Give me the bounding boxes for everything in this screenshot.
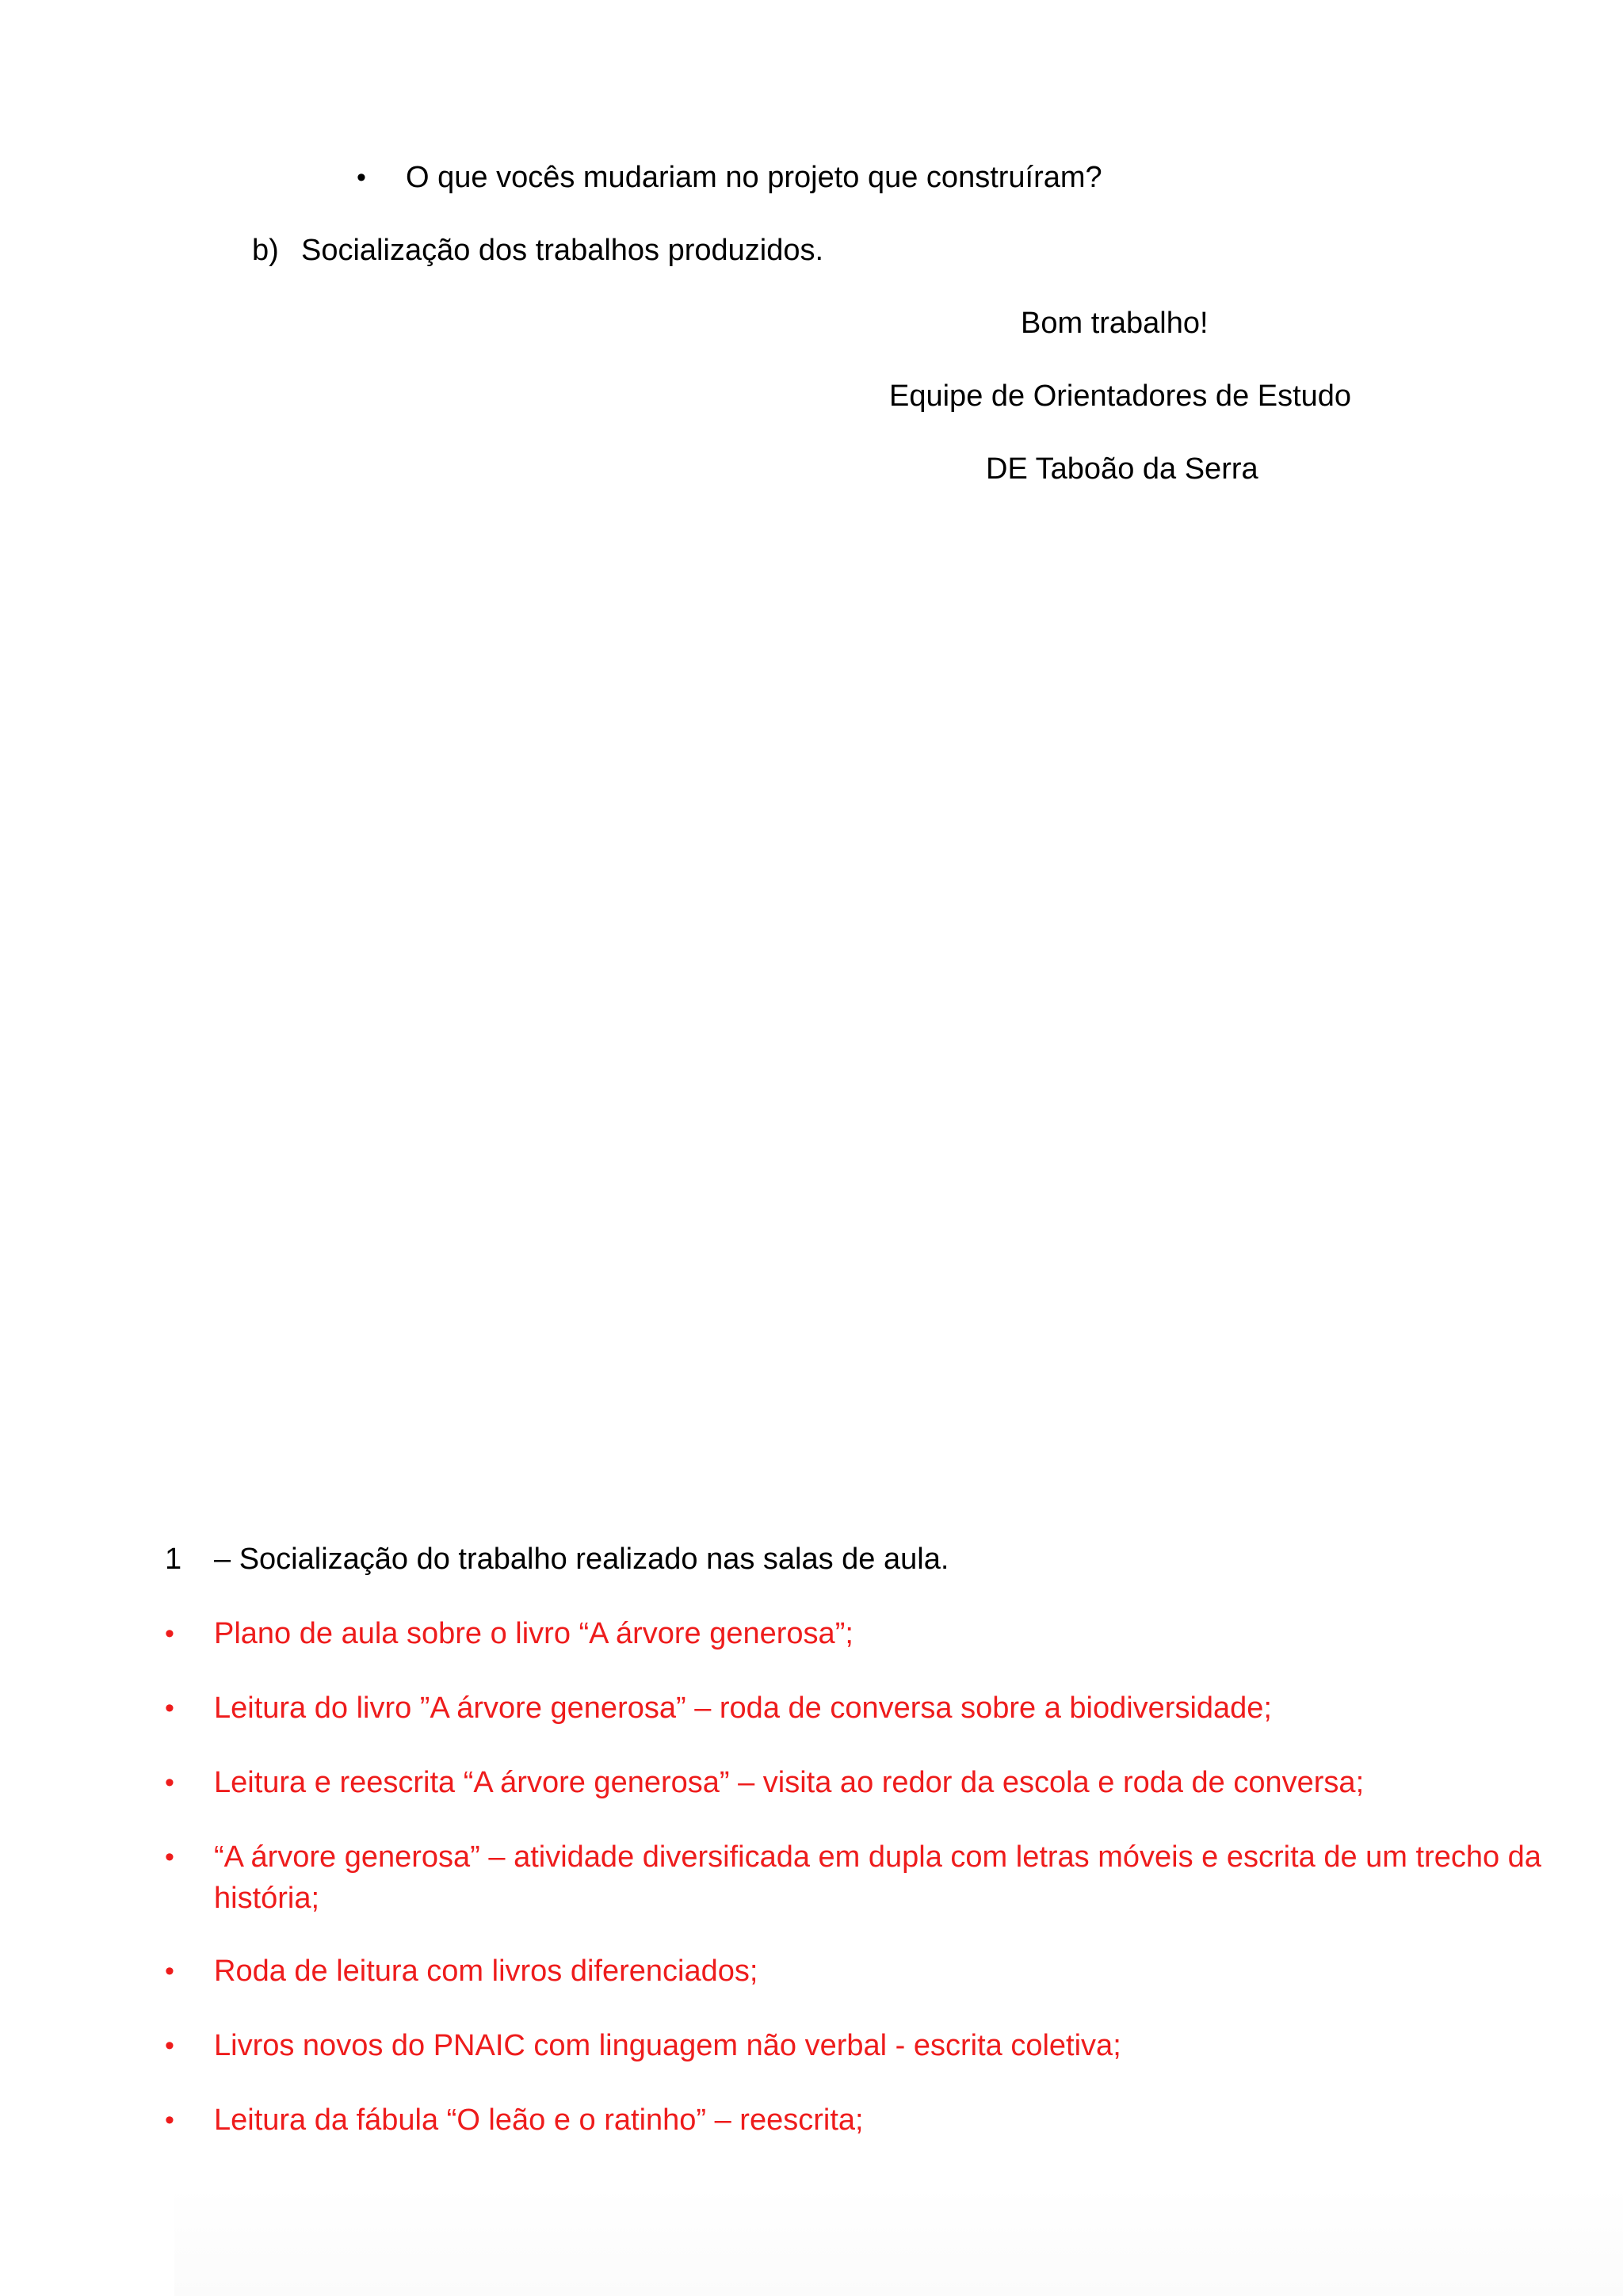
bullet-marker: • [165,1956,174,1986]
bullet-marker: • [165,1619,174,1649]
bullet-marker: • [165,1768,174,1798]
list-item: “A árvore generosa” – atividade diversificada em dupla com letras móveis e escrita de um trecho da história; [214,1840,1541,1915]
item-b-text: Socialização dos trabalhos produzidos. [301,234,824,267]
list-item: Leitura e reescrita “A árvore generosa” – visita ao redor da escola e roda de conversa; [214,1766,1365,1799]
list-marker-b: b) [252,234,279,267]
list-item: Leitura da fábula “O leão e o ratinho” – reescrita; [214,2103,864,2137]
bullet-marker: • [165,2031,174,2061]
question-text: O que vocês mudariam no projeto que construíram? [406,161,1102,194]
list-item: Plano de aula sobre o livro “A árvore generosa”; [214,1617,854,1650]
list-item: Roda de leitura com livros diferenciados; [214,1955,758,1988]
bullet-marker: • [165,1693,174,1723]
list-item: Leitura do livro ”A árvore generosa” – roda de conversa sobre a biodiversidade; [214,1691,1272,1725]
team-name: Equipe de Orientadores de Estudo [889,379,1352,413]
section-title: – Socialização do trabalho realizado nas salas de aula. [214,1543,949,1576]
list-item: Livros novos do PNAIC com linguagem não verbal - escrita coletiva; [214,2029,1121,2062]
bullet-marker: • [165,1842,174,1872]
department-name: DE Taboão da Serra [986,452,1258,486]
section-number: 1 [165,1543,182,1576]
bullet-marker: • [165,2105,174,2135]
bullet-marker: • [357,162,366,193]
page-shadow [174,2187,1623,2296]
greeting: Bom trabalho! [1021,307,1209,340]
